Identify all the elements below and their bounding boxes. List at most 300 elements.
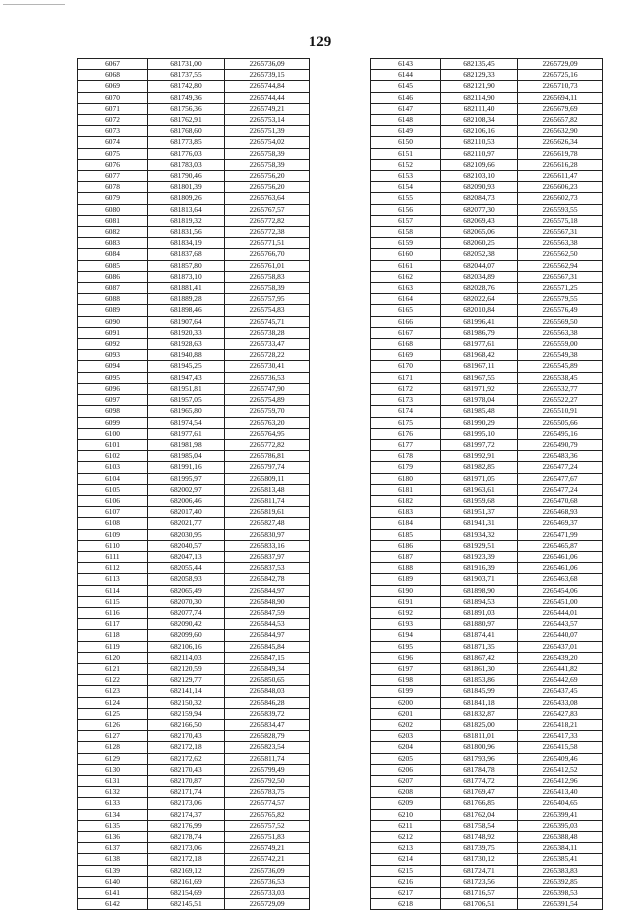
x-coordinate-cell: 681762,04 bbox=[441, 809, 518, 820]
table-row bbox=[78, 686, 310, 697]
y-coordinate-cell: 2265751,39 bbox=[225, 126, 310, 137]
table-row bbox=[371, 238, 603, 249]
y-coordinate-cell: 2265725,16 bbox=[518, 70, 603, 81]
x-coordinate-cell: 682021,77 bbox=[148, 518, 225, 529]
table-row bbox=[371, 697, 603, 708]
point-number-cell: 6128 bbox=[78, 742, 148, 753]
y-coordinate-cell: 2265545,89 bbox=[518, 361, 603, 372]
x-coordinate-cell: 681995,10 bbox=[441, 428, 518, 439]
table-row bbox=[78, 843, 310, 854]
point-number-cell: 6112 bbox=[78, 563, 148, 574]
y-coordinate-cell: 2265848,90 bbox=[225, 596, 310, 607]
y-coordinate-cell: 2265388,48 bbox=[518, 832, 603, 843]
table-row bbox=[371, 451, 603, 462]
x-coordinate-cell: 682006,46 bbox=[148, 495, 225, 506]
point-number-cell: 6155 bbox=[371, 193, 441, 204]
table-row bbox=[371, 832, 603, 843]
point-number-cell: 6174 bbox=[371, 406, 441, 417]
x-coordinate-cell: 682169,12 bbox=[148, 865, 225, 876]
point-number-cell: 6086 bbox=[78, 271, 148, 282]
point-number-cell: 6143 bbox=[371, 59, 441, 70]
table-row bbox=[78, 719, 310, 730]
y-coordinate-cell: 2265739,15 bbox=[225, 70, 310, 81]
x-coordinate-cell: 681880,97 bbox=[441, 619, 518, 630]
y-coordinate-cell: 2265758,83 bbox=[225, 271, 310, 282]
y-coordinate-cell: 2265728,22 bbox=[225, 350, 310, 361]
table-row bbox=[78, 115, 310, 126]
y-coordinate-cell: 2265757,52 bbox=[225, 820, 310, 831]
x-coordinate-cell: 682170,43 bbox=[148, 731, 225, 742]
x-coordinate-cell: 681903,71 bbox=[441, 574, 518, 585]
point-number-cell: 6214 bbox=[371, 854, 441, 865]
x-coordinate-cell: 682111,40 bbox=[441, 103, 518, 114]
x-coordinate-cell: 681845,99 bbox=[441, 686, 518, 697]
table-row bbox=[371, 115, 603, 126]
y-coordinate-cell: 2265439,20 bbox=[518, 652, 603, 663]
point-number-cell: 6153 bbox=[371, 171, 441, 182]
y-coordinate-cell: 2265505,66 bbox=[518, 417, 603, 428]
point-number-cell: 6116 bbox=[78, 607, 148, 618]
x-coordinate-cell: 682034,89 bbox=[441, 271, 518, 282]
point-number-cell: 6173 bbox=[371, 395, 441, 406]
point-number-cell: 6156 bbox=[371, 204, 441, 215]
y-coordinate-cell: 2265579,55 bbox=[518, 294, 603, 305]
y-coordinate-cell: 2265754,83 bbox=[225, 305, 310, 316]
y-coordinate-cell: 2265626,34 bbox=[518, 137, 603, 148]
x-coordinate-cell: 682065,49 bbox=[148, 585, 225, 596]
x-coordinate-cell: 682030,95 bbox=[148, 529, 225, 540]
table-row bbox=[78, 798, 310, 809]
table-row bbox=[78, 854, 310, 865]
x-coordinate-cell: 682108,34 bbox=[441, 115, 518, 126]
x-coordinate-cell: 682161,69 bbox=[148, 876, 225, 887]
point-number-cell: 6160 bbox=[371, 249, 441, 260]
table-row bbox=[78, 697, 310, 708]
y-coordinate-cell: 2265437,45 bbox=[518, 686, 603, 697]
point-number-cell: 6127 bbox=[78, 731, 148, 742]
table-row bbox=[78, 383, 310, 394]
point-number-cell: 6185 bbox=[371, 529, 441, 540]
point-number-cell: 6120 bbox=[78, 652, 148, 663]
x-coordinate-cell: 682135,45 bbox=[441, 59, 518, 70]
y-coordinate-cell: 2265827,48 bbox=[225, 518, 310, 529]
x-coordinate-cell: 681723,56 bbox=[441, 876, 518, 887]
table-row bbox=[371, 484, 603, 495]
x-coordinate-cell: 681977,61 bbox=[148, 428, 225, 439]
y-coordinate-cell: 2265510,91 bbox=[518, 406, 603, 417]
point-number-cell: 6068 bbox=[78, 70, 148, 81]
table-row bbox=[371, 204, 603, 215]
table-row bbox=[371, 820, 603, 831]
point-number-cell: 6078 bbox=[78, 182, 148, 193]
point-number-cell: 6186 bbox=[371, 540, 441, 551]
y-coordinate-cell: 2265444,01 bbox=[518, 607, 603, 618]
table-row bbox=[371, 641, 603, 652]
table-row bbox=[78, 484, 310, 495]
y-coordinate-cell: 2265495,16 bbox=[518, 428, 603, 439]
y-coordinate-cell: 2265569,50 bbox=[518, 316, 603, 327]
point-number-cell: 6194 bbox=[371, 630, 441, 641]
y-coordinate-cell: 2265767,57 bbox=[225, 204, 310, 215]
point-number-cell: 6070 bbox=[78, 92, 148, 103]
table-row bbox=[78, 596, 310, 607]
y-coordinate-cell: 2265463,68 bbox=[518, 574, 603, 585]
point-number-cell: 6136 bbox=[78, 832, 148, 843]
table-row bbox=[371, 563, 603, 574]
table-row bbox=[78, 865, 310, 876]
x-coordinate-cell: 681920,33 bbox=[148, 327, 225, 338]
point-number-cell: 6118 bbox=[78, 630, 148, 641]
point-number-cell: 6200 bbox=[371, 697, 441, 708]
table-row bbox=[371, 630, 603, 641]
table-row bbox=[78, 428, 310, 439]
table-row bbox=[371, 137, 603, 148]
x-coordinate-cell: 682145,51 bbox=[148, 899, 225, 910]
x-coordinate-cell: 681889,28 bbox=[148, 294, 225, 305]
y-coordinate-cell: 2265837,53 bbox=[225, 563, 310, 574]
table-row bbox=[78, 260, 310, 271]
point-number-cell: 6131 bbox=[78, 776, 148, 787]
x-coordinate-cell: 681941,31 bbox=[441, 518, 518, 529]
x-coordinate-cell: 681773,85 bbox=[148, 137, 225, 148]
x-coordinate-cell: 682017,40 bbox=[148, 507, 225, 518]
x-coordinate-cell: 681891,03 bbox=[441, 607, 518, 618]
table-row bbox=[371, 283, 603, 294]
point-number-cell: 6158 bbox=[371, 227, 441, 238]
x-coordinate-cell: 681873,10 bbox=[148, 271, 225, 282]
y-coordinate-cell: 2265799,49 bbox=[225, 764, 310, 775]
x-coordinate-cell: 682077,30 bbox=[441, 204, 518, 215]
point-number-cell: 6106 bbox=[78, 495, 148, 506]
x-coordinate-cell: 681996,41 bbox=[441, 316, 518, 327]
table-row bbox=[371, 126, 603, 137]
x-coordinate-cell: 681874,41 bbox=[441, 630, 518, 641]
table-row bbox=[371, 495, 603, 506]
y-coordinate-cell: 2265850,65 bbox=[225, 675, 310, 686]
x-coordinate-cell: 681766,85 bbox=[441, 798, 518, 809]
table-row bbox=[371, 876, 603, 887]
table-row bbox=[371, 249, 603, 260]
table-row bbox=[78, 529, 310, 540]
point-number-cell: 6169 bbox=[371, 350, 441, 361]
x-coordinate-cell: 682114,03 bbox=[148, 652, 225, 663]
y-coordinate-cell: 2265833,16 bbox=[225, 540, 310, 551]
x-coordinate-cell: 681857,80 bbox=[148, 260, 225, 271]
point-number-cell: 6095 bbox=[78, 372, 148, 383]
table-row bbox=[78, 327, 310, 338]
point-number-cell: 6147 bbox=[371, 103, 441, 114]
table-row bbox=[78, 283, 310, 294]
table-row bbox=[371, 574, 603, 585]
point-number-cell: 6151 bbox=[371, 148, 441, 159]
point-number-cell: 6117 bbox=[78, 619, 148, 630]
point-number-cell: 6178 bbox=[371, 451, 441, 462]
point-number-cell: 6161 bbox=[371, 260, 441, 271]
y-coordinate-cell: 2265830,97 bbox=[225, 529, 310, 540]
y-coordinate-cell: 2265756,20 bbox=[225, 182, 310, 193]
x-coordinate-cell: 681819,32 bbox=[148, 215, 225, 226]
x-coordinate-cell: 681762,91 bbox=[148, 115, 225, 126]
y-coordinate-cell: 2265763,20 bbox=[225, 417, 310, 428]
x-coordinate-cell: 681934,32 bbox=[441, 529, 518, 540]
table-row bbox=[371, 764, 603, 775]
point-number-cell: 6150 bbox=[371, 137, 441, 148]
x-coordinate-cell: 681990,29 bbox=[441, 417, 518, 428]
table-row bbox=[78, 406, 310, 417]
x-coordinate-cell: 682052,38 bbox=[441, 249, 518, 260]
y-coordinate-cell: 2265562,50 bbox=[518, 249, 603, 260]
table-row bbox=[78, 585, 310, 596]
table-row bbox=[371, 675, 603, 686]
x-coordinate-cell: 681977,61 bbox=[441, 339, 518, 350]
y-coordinate-cell: 2265758,39 bbox=[225, 283, 310, 294]
y-coordinate-cell: 2265849,34 bbox=[225, 663, 310, 674]
x-coordinate-cell: 681898,90 bbox=[441, 585, 518, 596]
y-coordinate-cell: 2265437,01 bbox=[518, 641, 603, 652]
point-number-cell: 6073 bbox=[78, 126, 148, 137]
y-coordinate-cell: 2265571,25 bbox=[518, 283, 603, 294]
table-row bbox=[78, 787, 310, 798]
point-number-cell: 6077 bbox=[78, 171, 148, 182]
table-row bbox=[78, 395, 310, 406]
point-number-cell: 6108 bbox=[78, 518, 148, 529]
table-row bbox=[371, 776, 603, 787]
y-coordinate-cell: 2265559,00 bbox=[518, 339, 603, 350]
y-coordinate-cell: 2265771,51 bbox=[225, 238, 310, 249]
table-row bbox=[78, 171, 310, 182]
point-number-cell: 6113 bbox=[78, 574, 148, 585]
y-coordinate-cell: 2265759,70 bbox=[225, 406, 310, 417]
point-number-cell: 6132 bbox=[78, 787, 148, 798]
table-row bbox=[371, 619, 603, 630]
point-number-cell: 6115 bbox=[78, 596, 148, 607]
point-number-cell: 6144 bbox=[371, 70, 441, 81]
table-row bbox=[78, 148, 310, 159]
table-row bbox=[371, 507, 603, 518]
point-number-cell: 6114 bbox=[78, 585, 148, 596]
point-number-cell: 6193 bbox=[371, 619, 441, 630]
table-row bbox=[371, 585, 603, 596]
table-row bbox=[78, 764, 310, 775]
y-coordinate-cell: 2265632,90 bbox=[518, 126, 603, 137]
x-coordinate-cell: 681971,05 bbox=[441, 473, 518, 484]
table-row bbox=[371, 787, 603, 798]
point-number-cell: 6152 bbox=[371, 159, 441, 170]
y-coordinate-cell: 2265839,72 bbox=[225, 708, 310, 719]
x-coordinate-cell: 681974,54 bbox=[148, 417, 225, 428]
y-coordinate-cell: 2265848,03 bbox=[225, 686, 310, 697]
table-row bbox=[371, 171, 603, 182]
x-coordinate-cell: 681982,85 bbox=[441, 462, 518, 473]
table-row bbox=[371, 462, 603, 473]
x-coordinate-cell: 682110,53 bbox=[441, 137, 518, 148]
table-row bbox=[78, 753, 310, 764]
y-coordinate-cell: 2265729,09 bbox=[225, 899, 310, 910]
page-number: 129 bbox=[308, 34, 332, 50]
x-coordinate-cell: 681971,92 bbox=[441, 383, 518, 394]
table-row bbox=[78, 182, 310, 193]
y-coordinate-cell: 2265710,73 bbox=[518, 81, 603, 92]
table-row bbox=[371, 663, 603, 674]
x-coordinate-cell: 682159,94 bbox=[148, 708, 225, 719]
table-row bbox=[78, 832, 310, 843]
table-row bbox=[371, 406, 603, 417]
table-row bbox=[371, 473, 603, 484]
point-number-cell: 6094 bbox=[78, 361, 148, 372]
x-coordinate-cell: 681774,72 bbox=[441, 776, 518, 787]
y-coordinate-cell: 2265454,06 bbox=[518, 585, 603, 596]
x-coordinate-cell: 682077,74 bbox=[148, 607, 225, 618]
table-row bbox=[371, 753, 603, 764]
table-row bbox=[78, 451, 310, 462]
point-number-cell: 6201 bbox=[371, 708, 441, 719]
x-coordinate-cell: 682002,97 bbox=[148, 484, 225, 495]
y-coordinate-cell: 2265751,83 bbox=[225, 832, 310, 843]
table-row bbox=[78, 316, 310, 327]
point-number-cell: 6096 bbox=[78, 383, 148, 394]
y-coordinate-cell: 2265842,78 bbox=[225, 574, 310, 585]
point-number-cell: 6205 bbox=[371, 753, 441, 764]
table-row bbox=[371, 854, 603, 865]
table-row bbox=[371, 305, 603, 316]
y-coordinate-cell: 2265418,21 bbox=[518, 719, 603, 730]
x-coordinate-cell: 681985,48 bbox=[441, 406, 518, 417]
table-row bbox=[371, 529, 603, 540]
point-number-cell: 6101 bbox=[78, 439, 148, 450]
y-coordinate-cell: 2265433,08 bbox=[518, 697, 603, 708]
x-coordinate-cell: 682044,07 bbox=[441, 260, 518, 271]
x-coordinate-cell: 682060,25 bbox=[441, 238, 518, 249]
table-row bbox=[371, 70, 603, 81]
x-coordinate-cell: 682171,74 bbox=[148, 787, 225, 798]
point-number-cell: 6181 bbox=[371, 484, 441, 495]
x-coordinate-cell: 682110,97 bbox=[441, 148, 518, 159]
y-coordinate-cell: 2265465,87 bbox=[518, 540, 603, 551]
x-coordinate-cell: 681992,91 bbox=[441, 451, 518, 462]
y-coordinate-cell: 2265490,79 bbox=[518, 439, 603, 450]
y-coordinate-cell: 2265763,64 bbox=[225, 193, 310, 204]
table-row bbox=[78, 540, 310, 551]
y-coordinate-cell: 2265575,18 bbox=[518, 215, 603, 226]
table-row bbox=[78, 776, 310, 787]
y-coordinate-cell: 2265736,53 bbox=[225, 372, 310, 383]
point-number-cell: 6164 bbox=[371, 294, 441, 305]
x-coordinate-cell: 681756,36 bbox=[148, 103, 225, 114]
point-number-cell: 6104 bbox=[78, 473, 148, 484]
x-coordinate-cell: 682178,74 bbox=[148, 832, 225, 843]
y-coordinate-cell: 2265809,11 bbox=[225, 473, 310, 484]
x-coordinate-cell: 682069,43 bbox=[441, 215, 518, 226]
table-row bbox=[78, 742, 310, 753]
y-coordinate-cell: 2265657,82 bbox=[518, 115, 603, 126]
x-coordinate-cell: 682106,16 bbox=[441, 126, 518, 137]
table-row bbox=[371, 316, 603, 327]
x-coordinate-cell: 681881,41 bbox=[148, 283, 225, 294]
table-row bbox=[371, 383, 603, 394]
point-number-cell: 6076 bbox=[78, 159, 148, 170]
table-row bbox=[371, 428, 603, 439]
table-row bbox=[78, 204, 310, 215]
table-row bbox=[78, 372, 310, 383]
y-coordinate-cell: 2265758,39 bbox=[225, 159, 310, 170]
table-row bbox=[78, 81, 310, 92]
y-coordinate-cell: 2265477,24 bbox=[518, 462, 603, 473]
y-coordinate-cell: 2265563,38 bbox=[518, 238, 603, 249]
x-coordinate-cell: 682141,14 bbox=[148, 686, 225, 697]
x-coordinate-cell: 682129,77 bbox=[148, 675, 225, 686]
y-coordinate-cell: 2265392,85 bbox=[518, 876, 603, 887]
y-coordinate-cell: 2265399,41 bbox=[518, 809, 603, 820]
table-row bbox=[371, 518, 603, 529]
x-coordinate-cell: 681716,57 bbox=[441, 888, 518, 899]
point-number-cell: 6163 bbox=[371, 283, 441, 294]
point-number-cell: 6090 bbox=[78, 316, 148, 327]
point-number-cell: 6125 bbox=[78, 708, 148, 719]
table-row bbox=[78, 809, 310, 820]
y-coordinate-cell: 2265532,77 bbox=[518, 383, 603, 394]
y-coordinate-cell: 2265395,03 bbox=[518, 820, 603, 831]
x-coordinate-cell: 681997,72 bbox=[441, 439, 518, 450]
point-number-cell: 6202 bbox=[371, 719, 441, 730]
table-row bbox=[78, 899, 310, 910]
point-number-cell: 6208 bbox=[371, 787, 441, 798]
x-coordinate-cell: 681706,51 bbox=[441, 899, 518, 910]
y-coordinate-cell: 2265766,70 bbox=[225, 249, 310, 260]
point-number-cell: 6110 bbox=[78, 540, 148, 551]
y-coordinate-cell: 2265772,38 bbox=[225, 227, 310, 238]
y-coordinate-cell: 2265385,41 bbox=[518, 854, 603, 865]
point-number-cell: 6107 bbox=[78, 507, 148, 518]
point-number-cell: 6216 bbox=[371, 876, 441, 887]
y-coordinate-cell: 2265736,09 bbox=[225, 865, 310, 876]
y-coordinate-cell: 2265754,89 bbox=[225, 395, 310, 406]
x-coordinate-cell: 681861,30 bbox=[441, 663, 518, 674]
x-coordinate-cell: 681784,78 bbox=[441, 764, 518, 775]
table-row bbox=[78, 462, 310, 473]
y-coordinate-cell: 2265772,82 bbox=[225, 215, 310, 226]
x-coordinate-cell: 681951,81 bbox=[148, 383, 225, 394]
y-coordinate-cell: 2265749,21 bbox=[225, 103, 310, 114]
point-number-cell: 6171 bbox=[371, 372, 441, 383]
x-coordinate-cell: 682129,33 bbox=[441, 70, 518, 81]
x-coordinate-cell: 681986,79 bbox=[441, 327, 518, 338]
point-number-cell: 6167 bbox=[371, 327, 441, 338]
table-row bbox=[78, 495, 310, 506]
y-coordinate-cell: 2265415,58 bbox=[518, 742, 603, 753]
y-coordinate-cell: 2265412,96 bbox=[518, 776, 603, 787]
y-coordinate-cell: 2265477,24 bbox=[518, 484, 603, 495]
point-number-cell: 6088 bbox=[78, 294, 148, 305]
y-coordinate-cell: 2265471,99 bbox=[518, 529, 603, 540]
point-number-cell: 6204 bbox=[371, 742, 441, 753]
point-number-cell: 6139 bbox=[78, 865, 148, 876]
table-row bbox=[371, 260, 603, 271]
point-number-cell: 6187 bbox=[371, 551, 441, 562]
point-number-cell: 6124 bbox=[78, 697, 148, 708]
y-coordinate-cell: 2265765,82 bbox=[225, 809, 310, 820]
y-coordinate-cell: 2265412,52 bbox=[518, 764, 603, 775]
table-row bbox=[78, 126, 310, 137]
table-row bbox=[78, 473, 310, 484]
table-row bbox=[371, 865, 603, 876]
point-number-cell: 6102 bbox=[78, 451, 148, 462]
table-row bbox=[78, 507, 310, 518]
y-coordinate-cell: 2265427,83 bbox=[518, 708, 603, 719]
x-coordinate-cell: 681929,51 bbox=[441, 540, 518, 551]
y-coordinate-cell: 2265567,31 bbox=[518, 271, 603, 282]
table-row bbox=[371, 417, 603, 428]
x-coordinate-cell: 681758,54 bbox=[441, 820, 518, 831]
